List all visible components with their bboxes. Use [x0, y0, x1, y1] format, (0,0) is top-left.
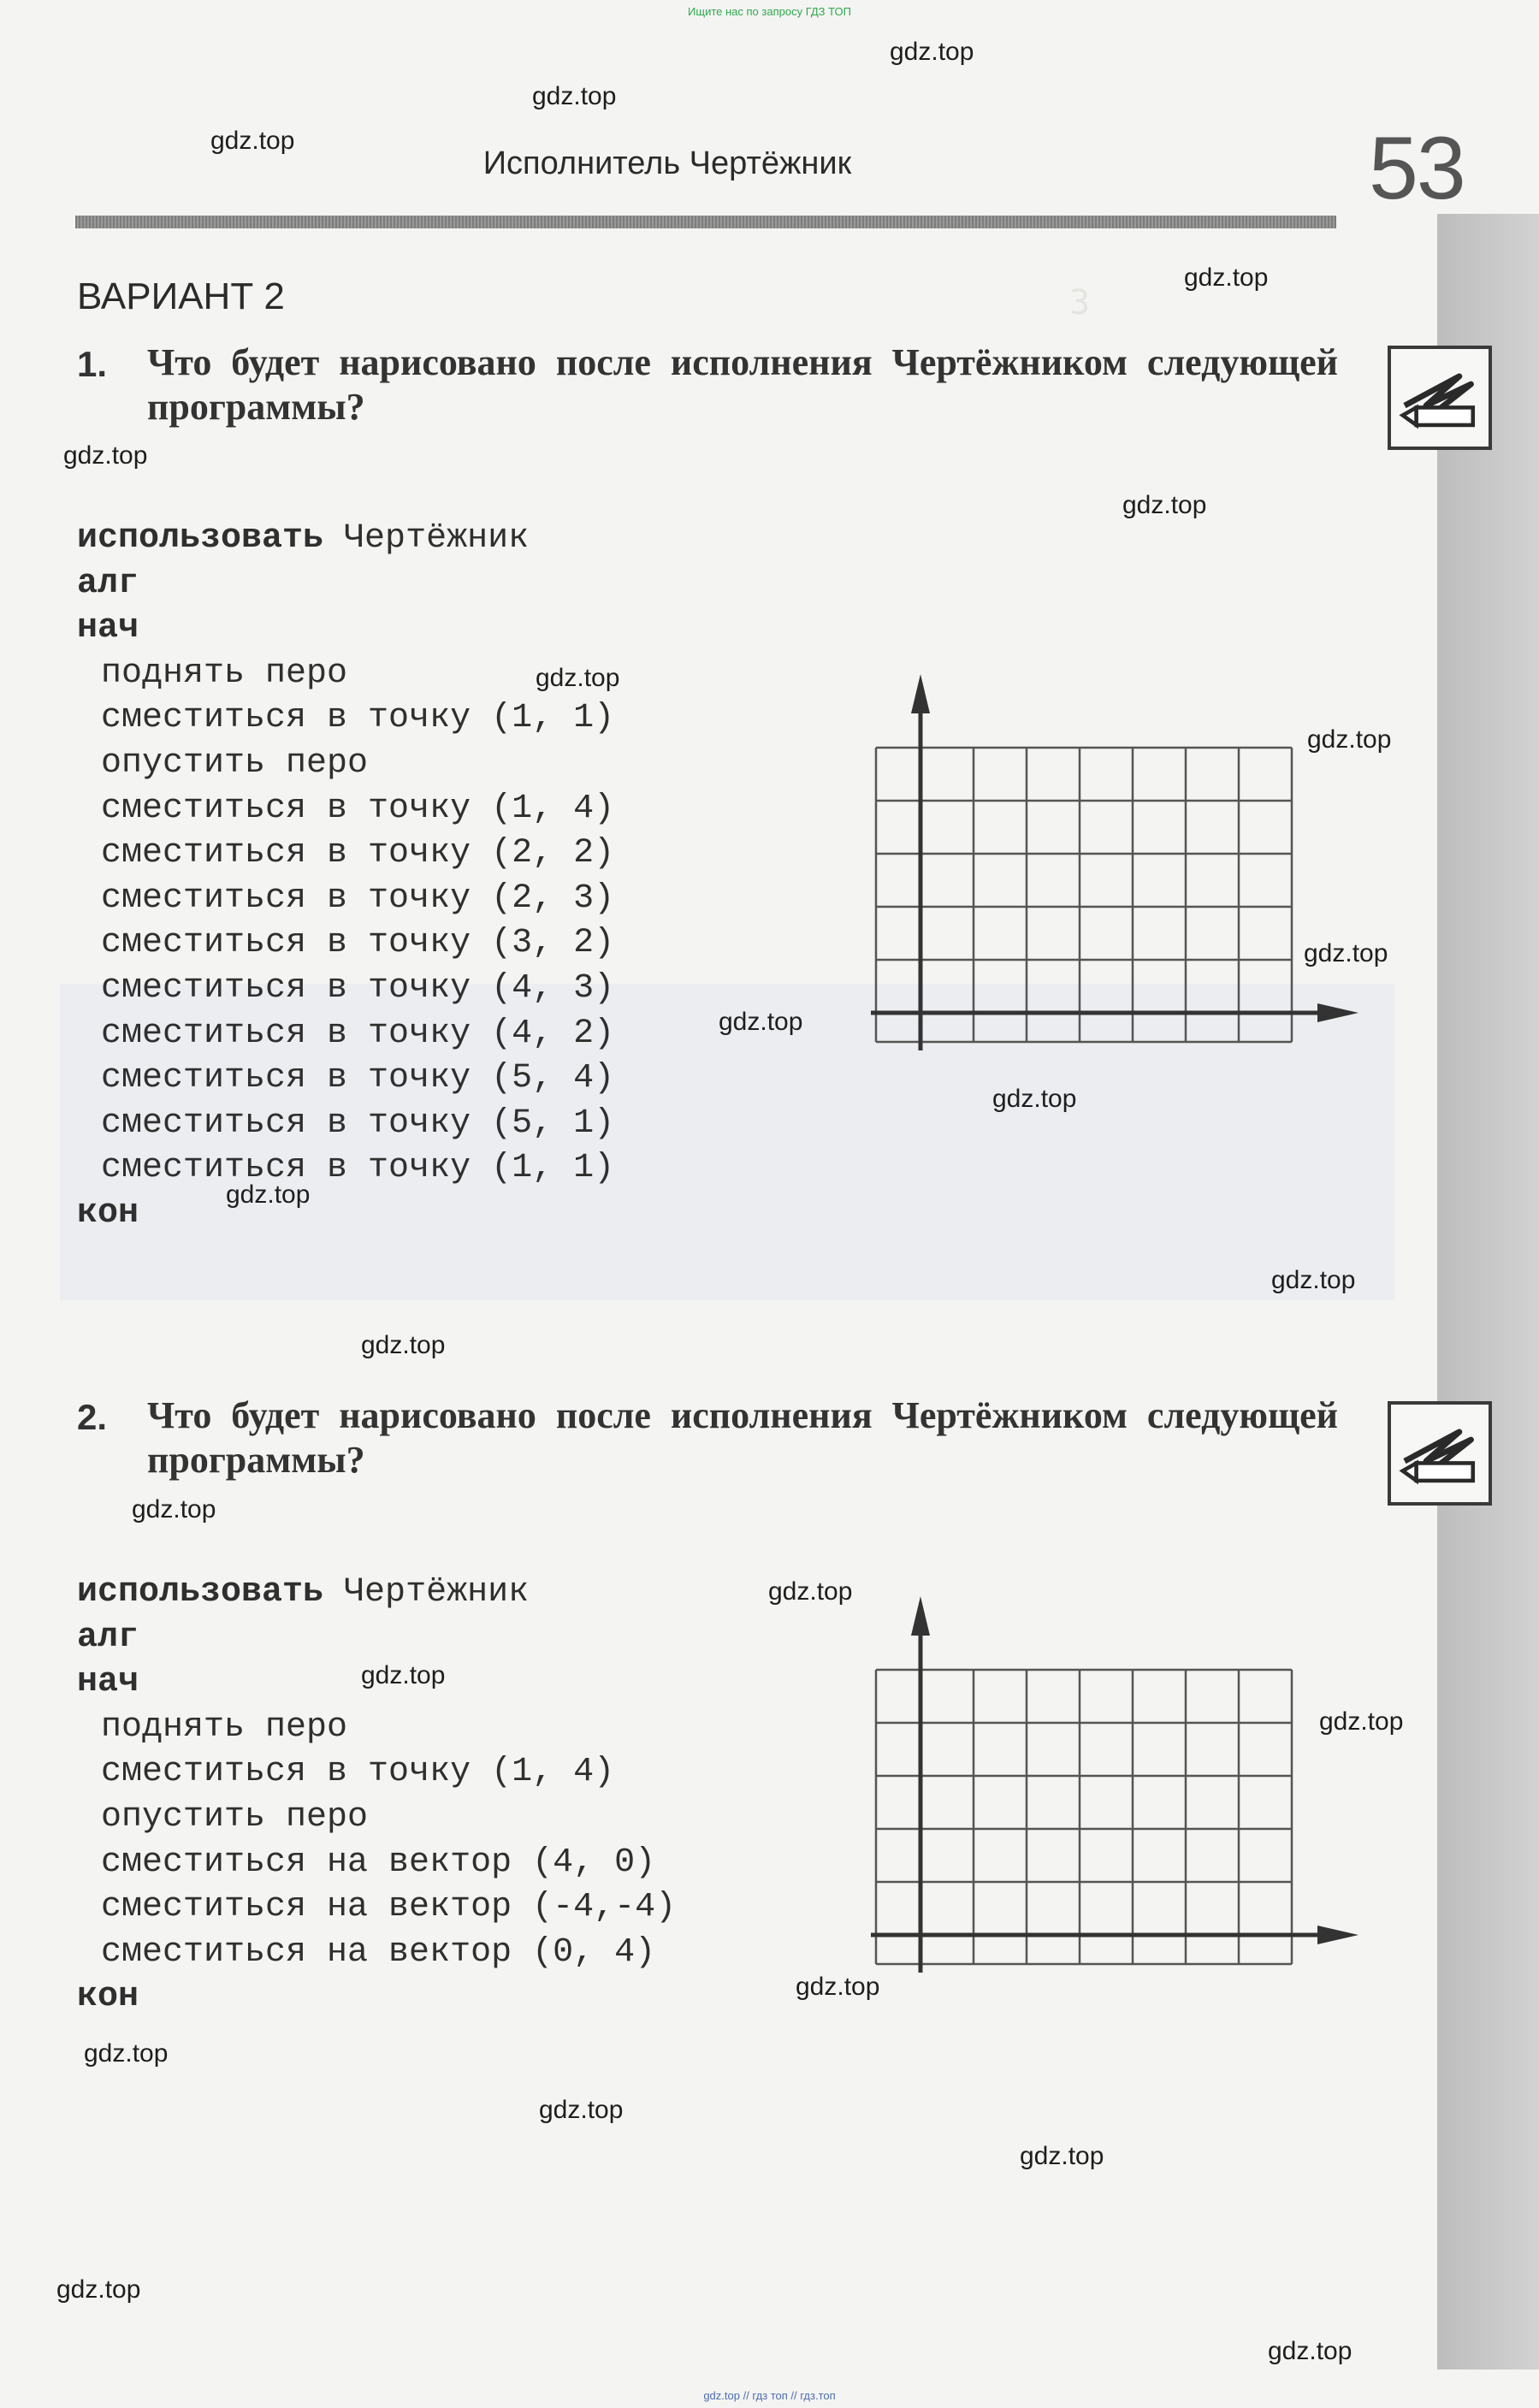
- program-text: сместиться на вектор (0, 4): [101, 1932, 656, 1972]
- program-keyword: нач: [77, 609, 139, 648]
- watermark: gdz.top: [63, 441, 148, 470]
- program-line: [77, 606, 614, 652]
- watermark: gdz.top: [84, 2039, 169, 2068]
- watermark: gdz.top: [1319, 1707, 1404, 1736]
- program-line: [77, 1796, 676, 1841]
- program-line: [77, 787, 614, 832]
- y-axis-arrow: [911, 674, 930, 713]
- watermark: gdz.top: [210, 127, 295, 155]
- watermark: gdz.top: [361, 1661, 446, 1689]
- pencil-task-icon: [1388, 1401, 1492, 1506]
- watermark: gdz.top: [890, 38, 974, 66]
- program-line: [77, 967, 614, 1012]
- program-text: Чертёжник: [323, 519, 530, 558]
- program-text: сместиться в точку (3, 2): [101, 924, 615, 963]
- task2-program: [77, 1571, 676, 2020]
- program-text: сместиться в точку (4, 3): [101, 968, 615, 1008]
- program-text: сместиться в точку (5, 1): [101, 1103, 615, 1143]
- watermark: gdz.top: [1307, 725, 1392, 754]
- program-text: опустить перо: [101, 743, 369, 783]
- watermark: gdz.top: [1304, 939, 1388, 967]
- watermark: gdz.top: [1184, 263, 1269, 292]
- watermark: gdz.top: [226, 1180, 311, 1209]
- watermark: gdz.top: [992, 1085, 1077, 1113]
- program-keyword: нач: [77, 1663, 139, 1702]
- program-keyword: алг: [77, 1618, 139, 1657]
- program-keyword: использовать: [77, 519, 324, 558]
- watermark: gdz.top: [796, 1973, 880, 2001]
- program-keyword: кон: [77, 1193, 139, 1233]
- program-keyword: кон: [77, 1978, 139, 2017]
- program-line: [77, 1706, 676, 1751]
- program-text: сместиться в точку (1, 1): [101, 699, 615, 738]
- program-line: [77, 517, 614, 562]
- task2-coordinate-grid: [873, 1622, 1352, 1981]
- task1-question: Что будет нарисовано после исполнения Чертёжником следующей программы?: [147, 341, 1338, 428]
- watermark: gdz.top: [539, 2096, 624, 2124]
- program-keyword: алг: [77, 564, 139, 603]
- page-number: 53: [1369, 119, 1465, 218]
- task1-coordinate-grid: [873, 727, 1352, 1069]
- program-line: [77, 742, 614, 787]
- watermark: gdz.top: [1268, 2337, 1353, 2365]
- program-line: [77, 1975, 676, 2020]
- program-text: сместиться в точку (1, 4): [101, 789, 615, 828]
- bottom-banner[interactable]: gdz.top // гдз топ // гдз.топ: [703, 2389, 836, 2402]
- program-text: сместиться в точку (1, 4): [101, 1753, 615, 1792]
- program-keyword: использовать: [77, 1573, 324, 1612]
- program-line: [77, 1616, 676, 1661]
- y-axis-arrow: [911, 1596, 930, 1636]
- program-text: опустить перо: [101, 1797, 369, 1837]
- page-side-strip: [1437, 214, 1539, 2370]
- program-text: сместиться на вектор (-4,-4): [101, 1888, 677, 1927]
- header-rule: [75, 216, 1336, 228]
- watermark: gdz.top: [768, 1577, 853, 1606]
- watermark: gdz.top: [1271, 1266, 1356, 1294]
- program-text: сместиться в точку (4, 2): [101, 1014, 615, 1053]
- program-text: сместиться в точку (1, 1): [101, 1149, 615, 1188]
- program-line: [77, 921, 614, 967]
- watermark: gdz.top: [1020, 2142, 1104, 2170]
- watermark: gdz.top: [132, 1495, 216, 1523]
- top-banner[interactable]: Ищите нас по запросу ГДЗ ТОП: [688, 5, 851, 18]
- program-line: [77, 1192, 614, 1237]
- watermark: gdz.top: [532, 82, 617, 110]
- program-line: [77, 1885, 676, 1931]
- program-text: сместиться в точку (5, 4): [101, 1059, 615, 1098]
- watermark: gdz.top: [719, 1008, 803, 1036]
- watermark: gdz.top: [361, 1331, 446, 1359]
- program-line: [77, 1056, 614, 1102]
- program-line: [77, 1571, 676, 1616]
- bleed-text: 3: [1069, 283, 1091, 322]
- task2-number: 2.: [77, 1397, 108, 1437]
- program-line: [77, 652, 614, 697]
- program-line: [77, 1841, 676, 1886]
- program-text: поднять перо: [101, 1707, 348, 1747]
- task2-question: Что будет нарисовано после исполнения Чертёжником следующей программы?: [147, 1394, 1338, 1481]
- watermark: gdz.top: [1122, 491, 1207, 519]
- pencil-task-icon: [1388, 346, 1492, 450]
- program-line: [77, 831, 614, 877]
- task1-number: 1.: [77, 344, 108, 384]
- watermark: gdz.top: [536, 664, 620, 692]
- program-text: Чертёжник: [323, 1573, 530, 1612]
- x-axis-arrow: [1317, 1926, 1358, 1944]
- program-line: [77, 562, 614, 607]
- program-line: [77, 1750, 676, 1796]
- program-line: [77, 1102, 614, 1147]
- program-line: [77, 1931, 676, 1976]
- watermark: gdz.top: [56, 2275, 141, 2304]
- program-line: [77, 1012, 614, 1057]
- program-text: сместиться в точку (2, 3): [101, 879, 615, 918]
- page-header-title: Исполнитель Чертёжник: [482, 145, 852, 181]
- program-line: [77, 1146, 614, 1192]
- task1-program: [77, 517, 614, 1237]
- variant-title: ВАРИАНТ 2: [77, 275, 285, 317]
- program-text: поднять перо: [101, 654, 348, 693]
- program-line: [77, 696, 614, 742]
- program-line: [77, 877, 614, 922]
- program-text: сместиться на вектор (4, 0): [101, 1843, 656, 1882]
- program-text: сместиться в точку (2, 2): [101, 834, 615, 873]
